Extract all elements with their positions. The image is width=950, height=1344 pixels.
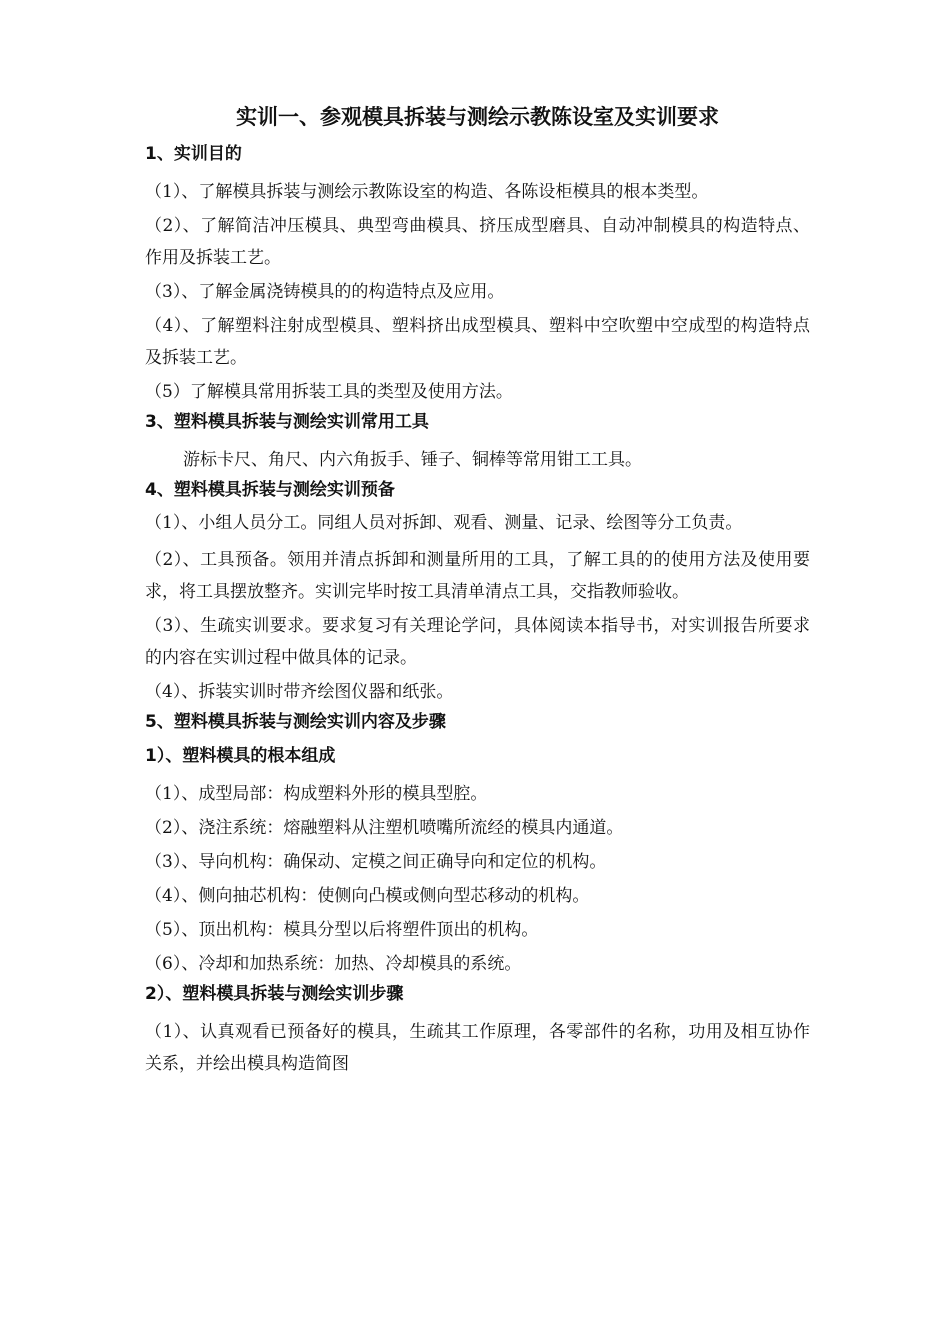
paragraph: （3）、导向机构：确保动、定模之间正确导向和定位的机构。: [145, 852, 607, 872]
paragraph: （4）、拆装实训时带齐绘图仪器和纸张。: [145, 682, 454, 702]
paragraph: （1）、了解模具拆装与测绘示教陈设室的构造、各陈设柜模具的根本类型。: [145, 182, 709, 202]
section-training-steps: [145, 982, 810, 1080]
section-heading: 5、塑料模具拆装与测绘实训内容及步骤: [145, 712, 446, 732]
paragraph: （3）、生疏实训要求。要求复习有关理论学问，具体阅读本指导书，对实训报告所要求的内容在实训过程中做具体的记录。: [145, 616, 810, 668]
paragraph: （5）、顶出机构：模具分型以后将塑件顶出的机构。: [145, 920, 539, 940]
section-content-steps: [145, 710, 810, 734]
paragraph: （1）、认真观看已预备好的模具，生疏其工作原理，各零部件的名称，功用及相互协作关系，并绘出模具构造简图: [145, 1022, 810, 1074]
section-heading: 1、实训目的: [145, 144, 242, 164]
paragraph: （2）、工具预备。领用并清点拆卸和测量所用的工具，了解工具的的使用方法及使用要求，将工具摆放整齐。实训完毕时按工具清单清点工具，交指教师验收。: [145, 550, 810, 602]
section-preparation: [145, 478, 810, 708]
paragraph: （3）、了解金属浇铸模具的的构造特点及应用。: [145, 282, 505, 302]
paragraph: （5）了解模具常用拆装工具的类型及使用方法。: [145, 382, 513, 402]
paragraph: （6）、冷却和加热系统：加热、冷却模具的系统。: [145, 954, 522, 974]
section-objectives: [145, 142, 810, 408]
document-title: 实训一、参观模具拆装与测绘示教陈设室及实训要求: [236, 105, 719, 129]
section-heading: 2）、塑料模具拆装与测绘实训步骤: [145, 984, 404, 1004]
paragraph: （2）、浇注系统：熔融塑料从注塑机喷嘴所流经的模具内通道。: [145, 818, 624, 838]
paragraph: （1）、成型局部：构成塑料外形的模具型腔。: [145, 784, 488, 804]
section-tools: [145, 410, 810, 476]
section-heading: 1）、塑料模具的根本组成: [145, 746, 336, 766]
paragraph: （4）、侧向抽芯机构：使侧向凸模或侧向型芯移动的机构。: [145, 886, 590, 906]
section-heading: 4、塑料模具拆装与测绘实训预备: [145, 480, 395, 500]
section-basic-composition: [145, 744, 810, 980]
paragraph: （1）、小组人员分工。同组人员对拆卸、观看、测量、记录、绘图等分工负责。: [145, 513, 743, 533]
paragraph: 游标卡尺、角尺、内六角扳手、锤子、铜棒等常用钳工工具。: [183, 450, 642, 470]
paragraph: （2）、了解简洁冲压模具、典型弯曲模具、挤压成型磨具、自动冲制模具的构造特点、作用及拆装工艺。: [145, 216, 810, 268]
section-heading: 3、塑料模具拆装与测绘实训常用工具: [145, 412, 429, 432]
document-page: [145, 102, 810, 1082]
paragraph: （4）、了解塑料注射成型模具、塑料挤出成型模具、塑料中空吹塑中空成型的构造特点及拆装工艺。: [145, 316, 810, 368]
